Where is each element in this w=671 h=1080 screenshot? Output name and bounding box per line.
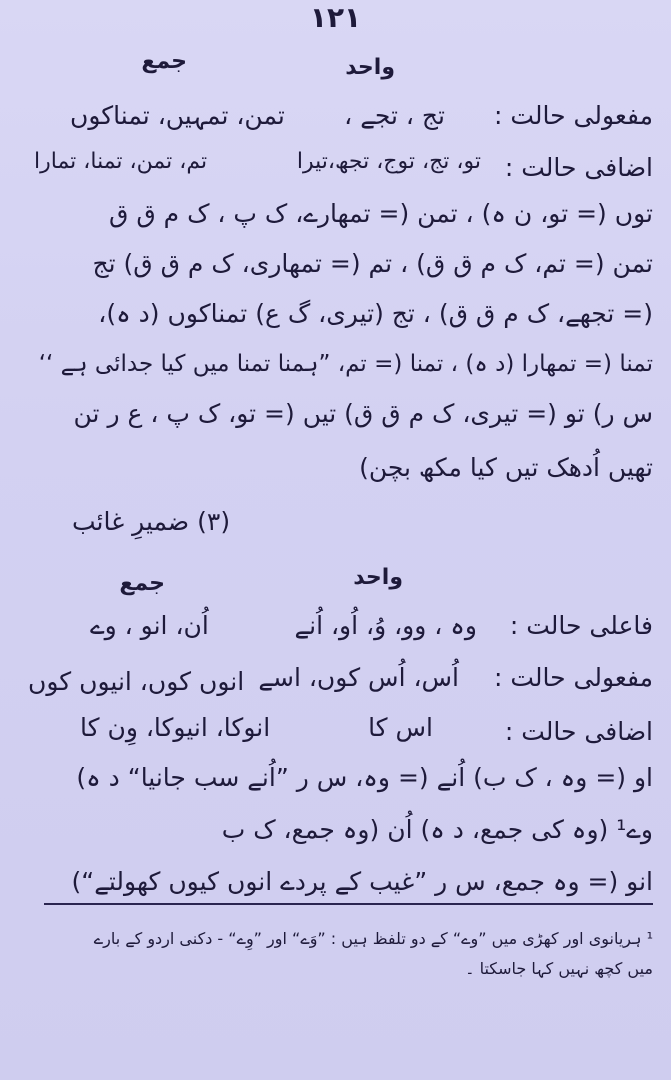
note-line: او (= وہ ، ک ب) اُنے (= وہ، س ر ”اُنے سب جانیا“ د ہ)	[76, 763, 653, 792]
page-number: ۱۲۱	[309, 1, 362, 34]
objective-singular: تج ، تجے ،	[344, 101, 445, 130]
possessive-singular: اس کا	[368, 713, 433, 742]
possessive-label: اضافی حالت :	[504, 717, 653, 746]
nominative-singular: وہ ، وو، وُ، اُو، اُنے	[294, 611, 477, 640]
possessive-plural: انوکا، انیوکا، وِن کا	[80, 713, 271, 742]
header-plural: جمع	[119, 571, 165, 596]
note-line: وے¹ (وہ کی جمع، د ہ) اُن (وہ جمع، ک ب	[221, 815, 653, 844]
footnote-line: میں کچھ نہیں کہا جاسکتا ۔	[465, 959, 653, 978]
note-line: س ر) تو (= تیری، ک م ق ق) تیں (= تو، ک پ ، ع ر تن	[73, 399, 653, 428]
objective-plural: انوں کوں، انیوں کوں	[28, 667, 245, 696]
note-line: انو (= وہ جمع، س ر ”غیب کے پردے انوں کیوں کھولتے“)	[71, 867, 653, 896]
note-line: تھیں اُدھک تیں کیا مکھ بچن)	[359, 453, 653, 482]
objective-label: مفعولی حالت :	[493, 663, 653, 692]
header-singular: واحد	[353, 565, 403, 590]
objective-label: مفعولی حالت :	[493, 101, 653, 130]
footnote-line: ¹ ہریانوی اور کھڑی میں ”وے“ کے دو تلفظ ہیں : ”وَے“ اور ”وِے“ - دکنی اردو کے بارے	[93, 929, 653, 948]
possessive-plural: تم، تمن، تمنا، تمارا	[34, 149, 208, 174]
possessive-label: اضافی حالت :	[504, 153, 653, 182]
section-title: (۳) ضمیرِ غائب	[72, 507, 231, 536]
note-line: تمنا (= تمھارا (د ہ) ، تمنا (= تم، ”ہمنا تمنا میں کیا جدائی ہے ‘‘	[38, 351, 653, 377]
note-line: (= تجھے، ک م ق ق) ، تج (تیری، گ ع) تمناکوں (د ہ)،	[98, 299, 653, 328]
footnote-divider	[44, 903, 653, 905]
header-singular: واحد	[345, 55, 395, 80]
note-line: تمن (= تم، ک م ق ق) ، تم (= تمھاری، ک م ق ق) تج	[92, 249, 653, 278]
nominative-plural: اُن، انو ، وے	[90, 611, 209, 640]
note-line: توں (= تو، ن ہ) ، تمن (= تمھارے، ک پ ، ک م ق ق	[108, 199, 653, 228]
nominative-label: فاعلی حالت :	[509, 611, 653, 640]
objective-plural: تمن، تمہیں، تمناکوں	[70, 101, 285, 130]
header-plural: جمع	[141, 49, 187, 74]
possessive-singular: تو، تج، توج، تجھ،تیرا	[296, 149, 481, 174]
objective-singular: اُس، اُس کوں، اسے	[258, 663, 459, 692]
